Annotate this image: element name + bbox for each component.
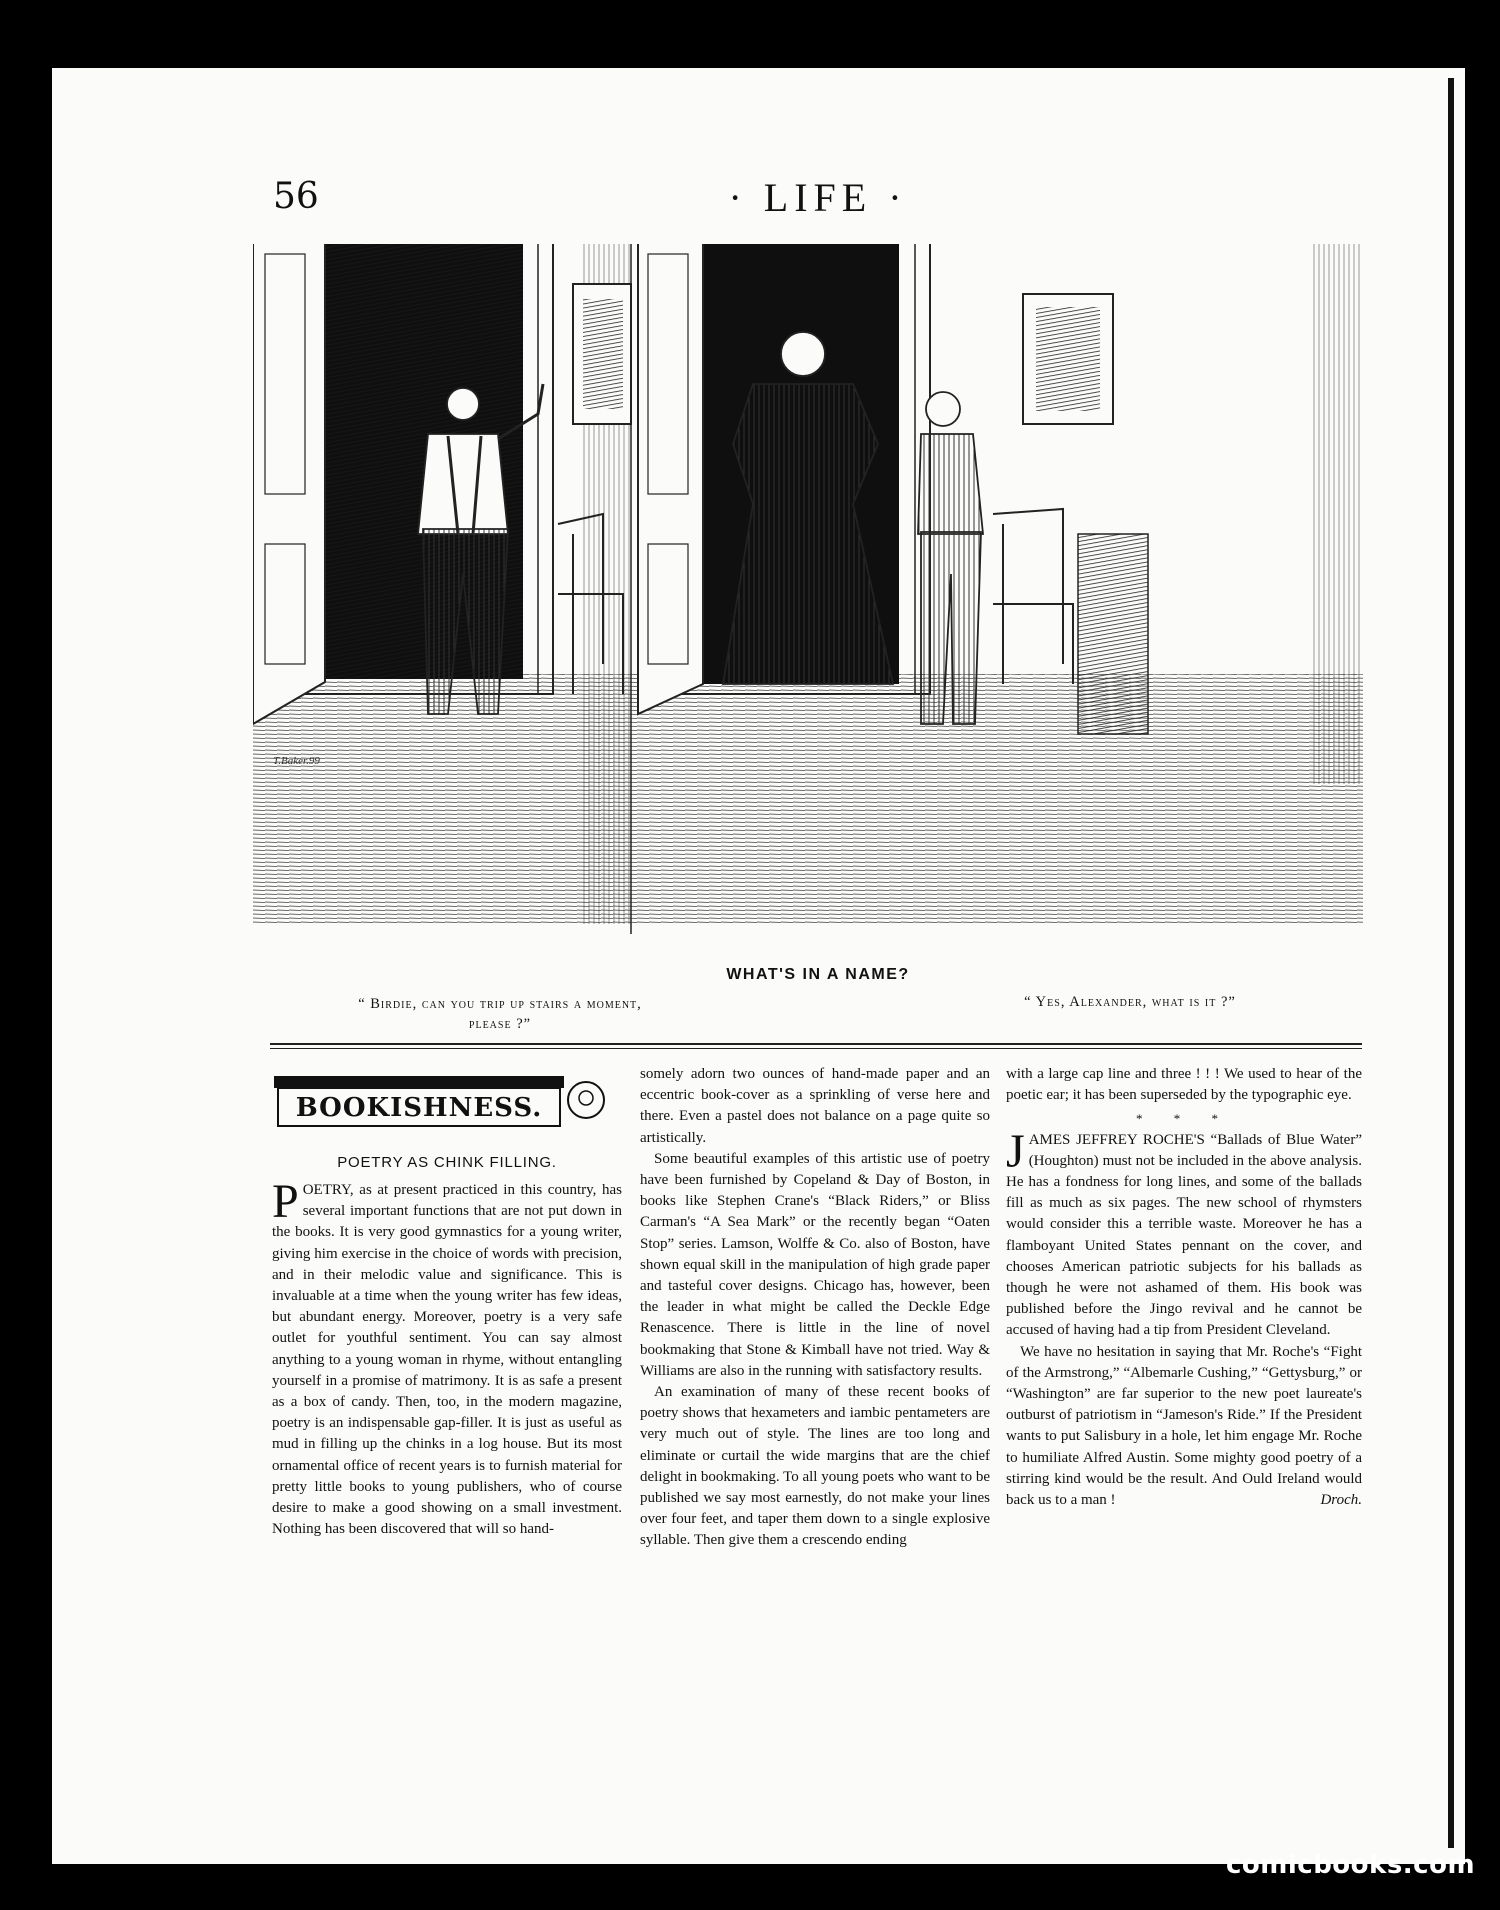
article-column-1	[272, 1175, 622, 1540]
right-panel	[633, 244, 1363, 924]
caption-right: “ Yes, Alexander, what is it ?”	[1024, 994, 1236, 1010]
article-paragraph: with a large cap line and three ! ! ! We used to hear of the poetic ear; it has been superseded by the typographic eye.	[1006, 1066, 1362, 1104]
site-watermark: comicbooks.com	[1226, 1850, 1476, 1880]
article-paragraph: somely adorn two ounces of hand-made paper and an eccentric book-cover as a sprinkling of verse here and there. Even a pastel does not balance on a page quite so artistically.	[640, 1066, 990, 1146]
section-stars: * * *	[1136, 1111, 1232, 1127]
illustration-title: WHAT'S IN A NAME?	[726, 966, 910, 983]
author-signature: Droch.	[1320, 1492, 1362, 1509]
article-paragraph	[272, 1175, 622, 1540]
article-subhead: POETRY AS CHINK FILLING.	[337, 1154, 557, 1171]
drop-cap: J	[1006, 1124, 1025, 1178]
article-paragraph	[1006, 1124, 1362, 1342]
article-paragraph: Some beautiful examples of this artistic use of poetry have been furnished by Copeland & Day of Boston, in books like Stephen Crane's “Black Riders,” or Bliss Carman's “A Sea Mark” or the recently began “Oaten Stop” series. Lamson, Wolffe & Co. also of Boston, have shown equal skill in the manipulation of high grade paper and tasteful cover designs. Chicago has, however, been the leader in what might be called the Deckle Edge Renascence. There is little in the line of novel bookmaking that Stone & Kimball have not tried. Way & Williams are also in the running with satisfactory results.	[640, 1150, 990, 1379]
section-rule-thin	[270, 1048, 1362, 1049]
article-column-2	[640, 1064, 990, 1552]
article-paragraph: An examination of many of these recent books of poetry shows that hexameters and iambic pentameters are very much out of style. The lines are too long and eliminate or curtail the wide margins that are the chief delight in bookmaking. To all young poets who want to be published we say most earnestly, do not make your lines over four feet, and taper them down to a single explosive syllable. Then give them a crescendo ending	[640, 1384, 990, 1549]
artist-signature: T.Baker.99	[273, 755, 320, 767]
left-panel	[253, 244, 633, 934]
magazine-title: · LIFE ·	[728, 175, 908, 220]
page-number: 56	[273, 176, 319, 217]
section-rule	[270, 1043, 1362, 1045]
caption-left-line-2: please ?”	[468, 1016, 532, 1032]
caption-left	[280, 994, 720, 1034]
caption-left-line-1: “ Birdie, can you trip up stairs a moment,	[358, 996, 642, 1012]
article-column-3	[1006, 1064, 1362, 1511]
cartoon-illustration	[253, 244, 1363, 934]
bookishness-banner	[274, 1072, 614, 1132]
drop-cap: P	[272, 1175, 299, 1228]
banner-text: BOOKISHNESS.	[295, 1093, 543, 1123]
paragraph-text: We have no hesitation in saying that Mr. Roche's “Fight of the Armstrong,” “Albemarle Cushing,” “Gettysburg,” or “Washington” are far superior to the new poet laureate's outburst of patriotism in “Jameson's Ride.” If the President wants to put Salisbury in a hole, let him engage Mr. Roche to humiliate Alfred Austin. Some mighty good poetry of a stirring kind would be the result. And Ould Ireland would back us to a man !	[1006, 1343, 1362, 1509]
article-paragraph	[1006, 1342, 1362, 1512]
binding-gutter	[1448, 78, 1454, 1848]
paragraph-text: AMES JEFFREY ROCHE'S “Ballads of Blue Water” (Houghton) must not be included in the above analysis. He has a fondness for long lines, and some of the ballads fill as much as six pages. The new school of rhymsters would consider this a terrible waste. Moreover he has a flamboyant United States pennant on the cover, and chooses American patriotic subjects for his ballads as though he were not ashamed of them. His book was published before the Jingo revival and he cannot be accused of having had a tip from President Cleveland.	[1006, 1131, 1362, 1339]
paragraph-text: OETRY, as at present practiced in this country, has several important functions that are not put down in the books. It is very good gymnastics for a young writer, giving him exercise in the choice of words with precision, and in their melodic value and significance. This is invaluable at a time when the young writer has few ideas, but abundant energy. Moreover, poetry is a very safe outlet for youthful sentiment. You can say almost anything to a young woman in rhyme, without entangling yourself in a promise of matrimony. It is as safe a present as a box of candy. Then, too, in the modern magazine, poetry is an indispensable gap-filler. It is just as useful as mud in filling up the chinks in a log house. But its most ornamental office of recent years is to furnish material for pretty little books to young publishers, who of course desire to make a good showing on a small investment. Nothing has been discovered that will so hand-	[272, 1182, 622, 1538]
page-header	[273, 170, 1363, 230]
